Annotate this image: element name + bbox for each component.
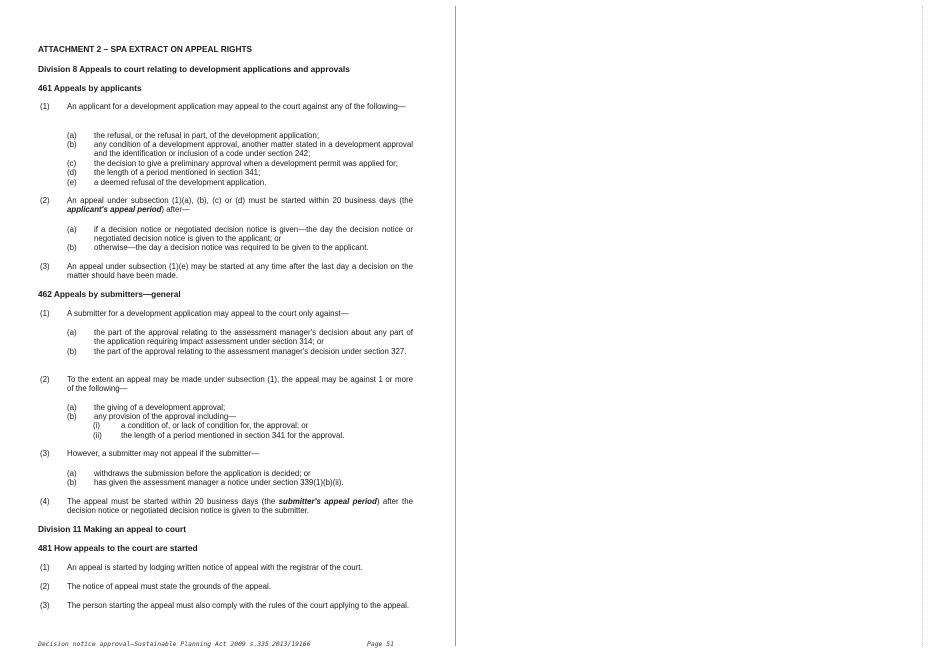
division-8-heading: Division 8 Appeals to court relating to development applications and approvals — [38, 64, 350, 74]
s461-p2-item-label: (b) — [67, 243, 77, 252]
s461-p1-item-label: (a) — [67, 131, 77, 140]
s481-p2-number: (2) — [40, 582, 50, 591]
s462-p3-item-text: has given the assessment manager a notice under section 339(1)(b)(ii). — [94, 478, 344, 487]
s461-p1-item-text: any condition of a development approval, another matter stated in a development approval and the identification or inclusion of a code under section 242; — [94, 140, 413, 159]
s461-p1-number: (1) — [40, 102, 50, 111]
s461-p1-item-text: the decision to give a preliminary approval when a development permit was applied for; — [94, 159, 398, 168]
s462-p2-item-label: (b) — [67, 412, 77, 421]
attachment-heading: ATTACHMENT 2 – SPA EXTRACT ON APPEAL RIGHTS — [38, 44, 253, 54]
s461-p2-number: (2) — [40, 196, 50, 205]
s462-p2-subitem-text: the length of a period mentioned in section 341 for the approval. — [121, 431, 345, 440]
page-edge — [922, 6, 923, 646]
page-divider — [455, 6, 456, 646]
s461-p1-item-label: (b) — [67, 140, 77, 149]
s461-p1-item-text: a deemed refusal of the development application. — [94, 178, 267, 187]
s461-p1-item-text: the refusal, or the refusal in part, of the development application; — [94, 131, 320, 140]
s481-p3-number: (3) — [40, 601, 50, 610]
s462-p4-text: The appeal must be started within 20 business days (the submitter's appeal period) after the decision notice or negotiated decision notice is given to the submitter. — [67, 497, 414, 516]
s462-p2-item-label: (a) — [67, 403, 77, 412]
division-11-heading: Division 11 Making an appeal to court — [38, 524, 186, 534]
s462-p2-number: (2) — [40, 375, 50, 384]
section-481-title: 481 How appeals to the court are started — [38, 543, 198, 553]
footer-document-title: Decision notice approval—Sustainable Planning Act 2009 s.335 — [38, 640, 269, 648]
s462-p1-item-label: (b) — [67, 347, 77, 356]
s462-p3-item-label: (a) — [67, 469, 77, 478]
s461-p1-item-label: (c) — [67, 159, 77, 168]
s462-p3-item-text: withdraws the submission before the application is decided; or — [94, 469, 311, 478]
s461-p1-text: An applicant for a development application may appeal to the court against any of the following— — [67, 102, 406, 111]
s462-p1-item-label: (a) — [67, 328, 77, 337]
s462-p1-item-text: the part of the approval relating to the assessment manager's decision about any part of the application requiring impact assessment under section 314; or — [94, 328, 413, 347]
s462-p1-number: (1) — [40, 309, 50, 318]
s461-p3-number: (3) — [40, 262, 50, 271]
s462-p2-item-text: any provision of the approval including— — [94, 412, 237, 421]
s462-p4-number: (4) — [40, 497, 50, 506]
s462-p2-subitem-label: (ii) — [93, 431, 102, 440]
s462-p1-text: A submitter for a development application may appeal to the court only against— — [67, 309, 349, 318]
s462-p3-text: However, a submitter may not appeal if the submitter— — [67, 449, 260, 458]
section-461-title: 461 Appeals by applicants — [38, 83, 142, 93]
s461-p2-item-text: otherwise—the day a decision notice was required to be given to the applicant. — [94, 243, 369, 252]
s461-p2-item-text: if a decision notice or negotiated decision notice is given—the day the decision notice or negotiated decision notice is given to the applicant; or — [94, 225, 413, 244]
s461-p1-item-label: (d) — [67, 168, 77, 177]
s481-p1-text: An appeal is started by lodging written notice of appeal with the registrar of the court. — [67, 563, 363, 572]
s461-p1-item-label: (e) — [67, 178, 77, 187]
s481-p3-text: The person starting the appeal must also comply with the rules of the court applying to the appeal. — [67, 601, 410, 610]
s461-p1-item-text: the length of a period mentioned in section 341; — [94, 168, 261, 177]
s481-p2-text: The notice of appeal must state the grounds of the appeal. — [67, 582, 271, 591]
s462-p2-item-text: the giving of a development approval; — [94, 403, 226, 412]
footer-page-number: Page 51 — [367, 640, 394, 648]
s462-p2-text: To the extent an appeal may be made under subsection (1), the appeal may be against 1 or more of the following— — [67, 375, 413, 394]
section-462-title: 462 Appeals by submitters—general — [38, 289, 181, 299]
s481-p1-number: (1) — [40, 563, 50, 572]
s461-p2-text: An appeal under subsection (1)(a), (b), (c) or (d) must be started within 20 business days (the applicant's appeal period) after— — [67, 196, 413, 215]
s461-p3-text: An appeal under subsection (1)(e) may be started at any time after the last day a decision on the matter should have been made. — [67, 262, 413, 281]
s462-p1-item-text: the part of the approval relating to the assessment manager's decision under section 327. — [94, 347, 407, 356]
s462-p3-number: (3) — [40, 449, 50, 458]
s462-p2-subitem-label: (i) — [93, 421, 101, 430]
s461-p2-item-label: (a) — [67, 225, 77, 234]
s462-p2-subitem-text: a condition of, or lack of condition for, the approval; or — [121, 421, 309, 430]
footer-reference: 2013/19166 — [272, 640, 311, 648]
s462-p3-item-label: (b) — [67, 478, 77, 487]
